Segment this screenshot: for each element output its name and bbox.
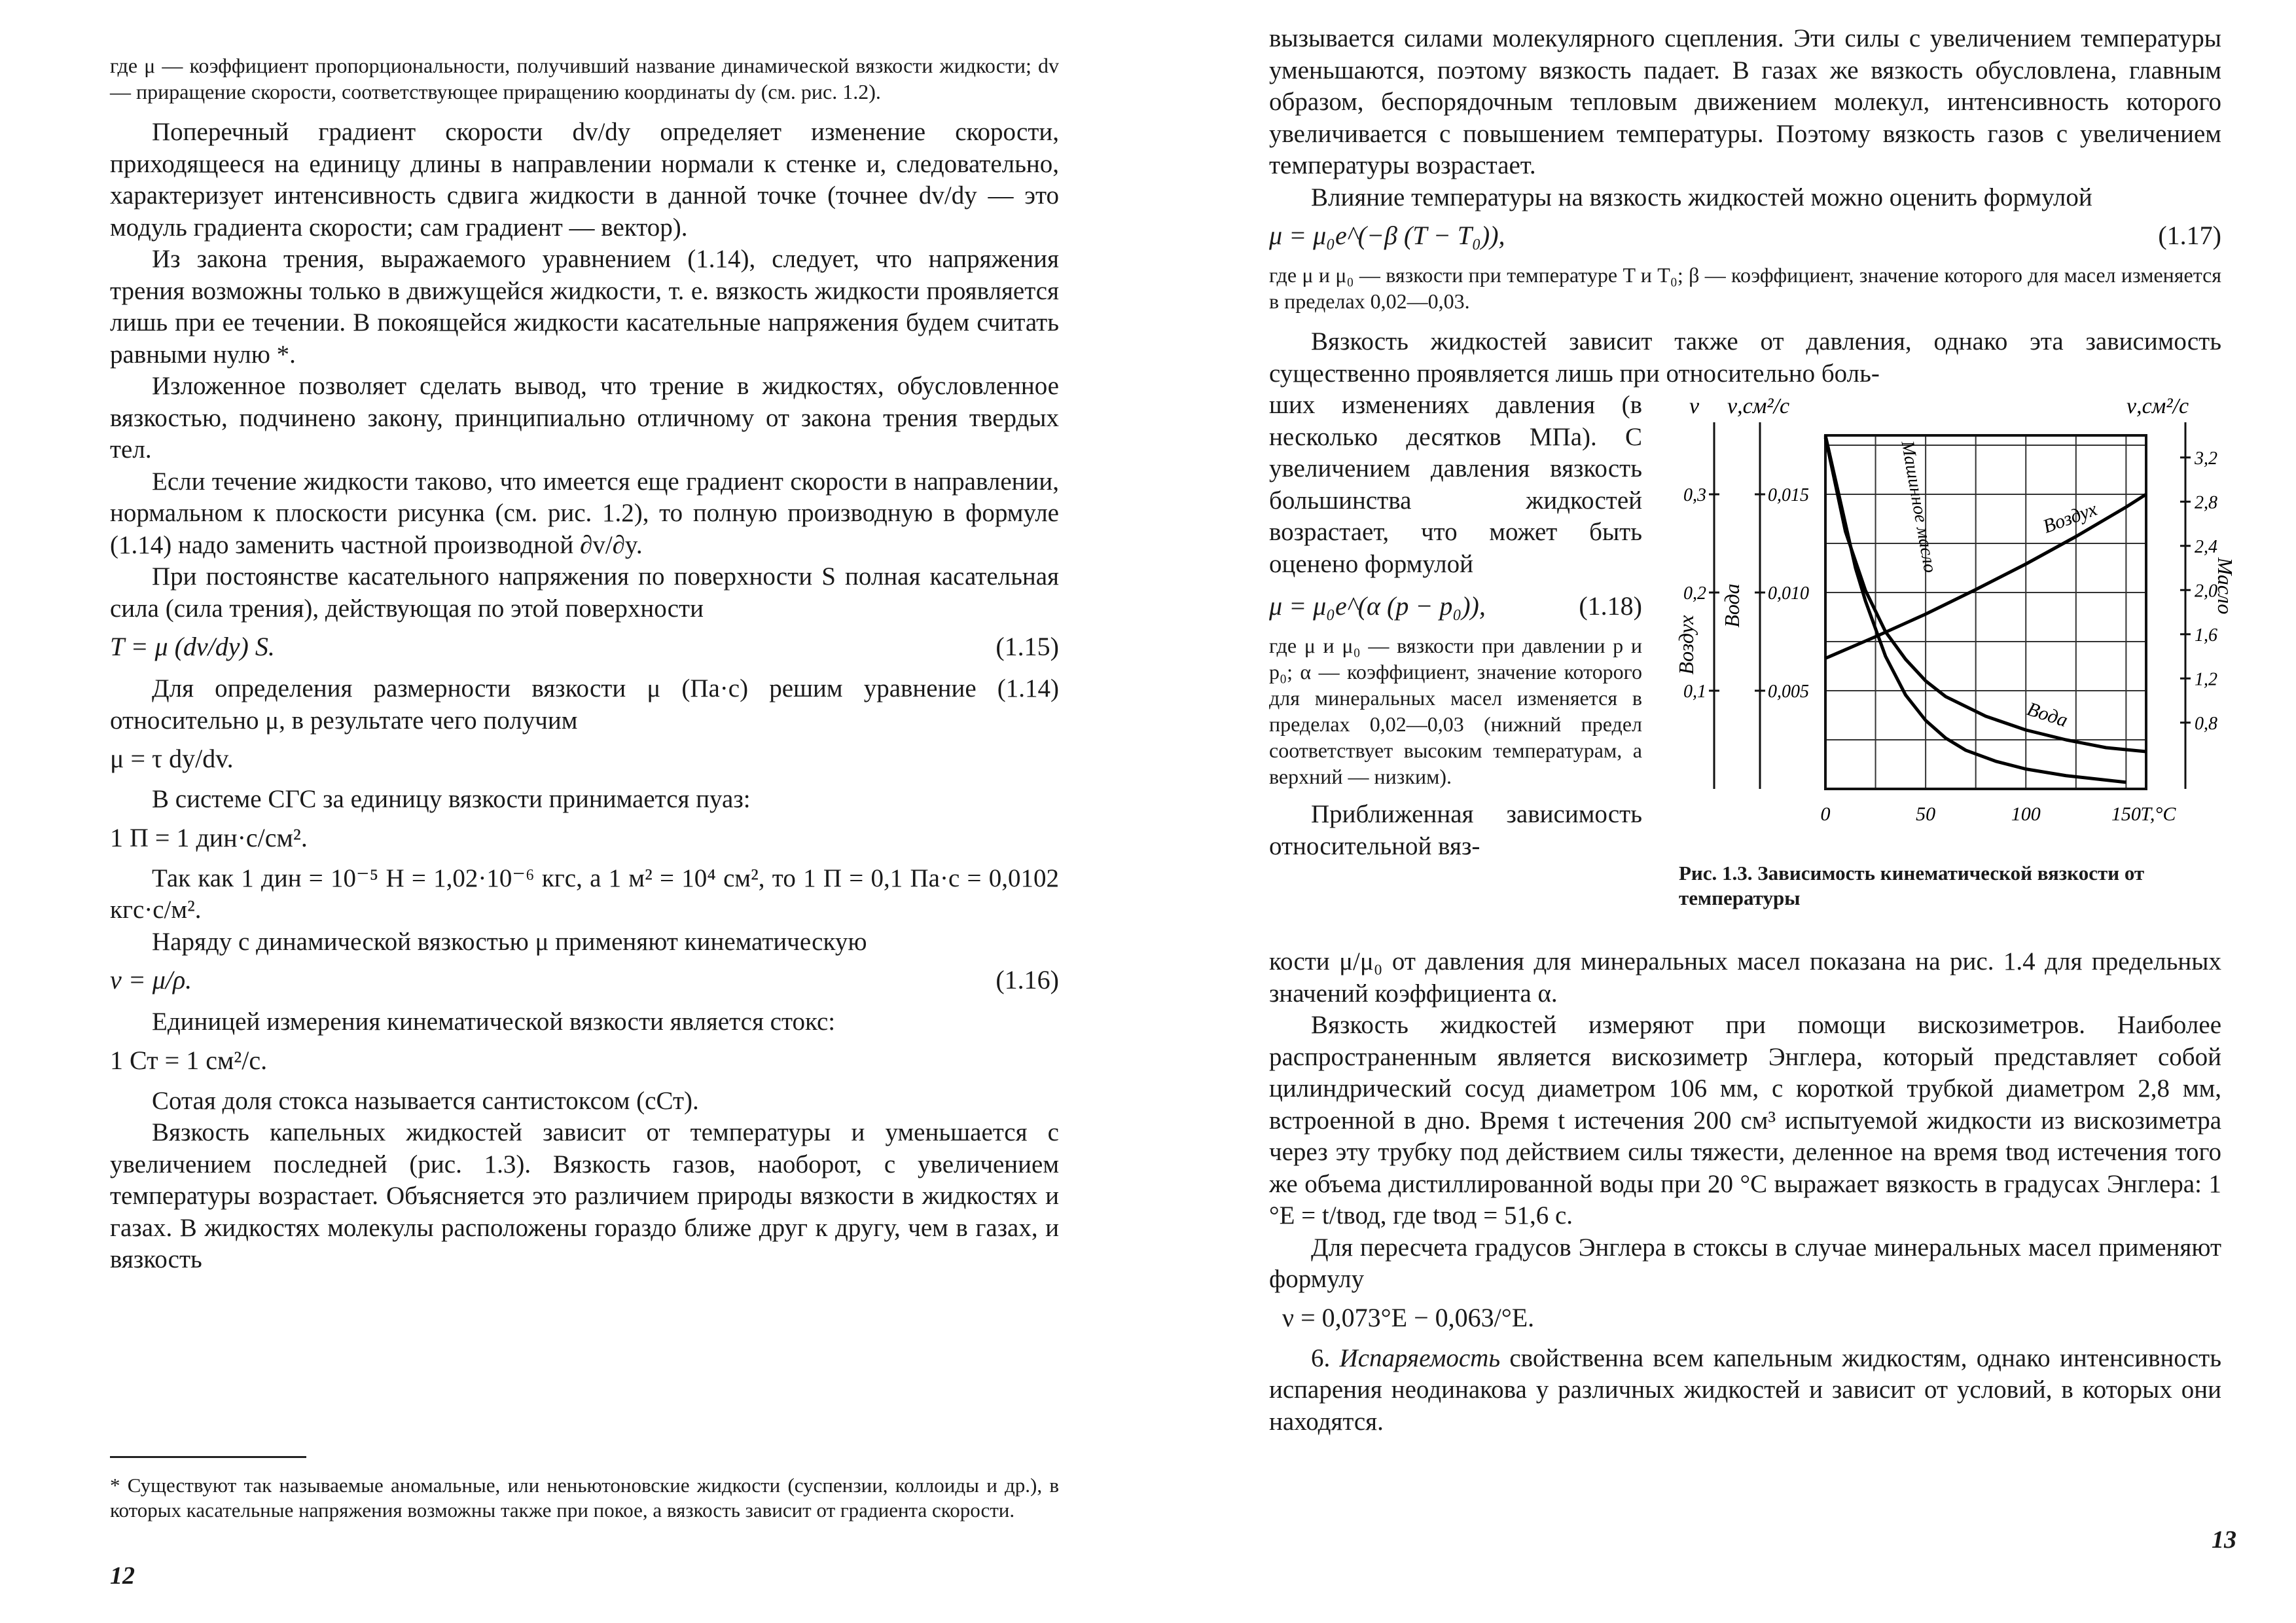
formula-1-18 (1269, 589, 1642, 626)
formula-engler: ν = 0,073°Е − 0,063/°Е. (1282, 1302, 1535, 1332)
paragraph: Вязкость жидкостей зависит также от давления, однако эта зависимость существенно проявляется лишь при относительно боль- (1269, 327, 2221, 388)
paragraph: Изложенное позволяет сделать вывод, что трение в жидкостях, обусловленное вязкостью, подчинено закону, принципиально отличному от закона трения твердых тел. (110, 372, 1059, 464)
air-axis-title: Воздух (1674, 615, 1698, 675)
water-axis-title: Вода (1720, 583, 1744, 628)
formula-1-15 (110, 630, 1059, 666)
air-tick-label: 0,1 (1683, 682, 1706, 702)
footnote: * Существуют так называемые аномальные, или неньютоновские жидкости (суспензии, коллоиды и др.), в которых касательные напряжения возможны также при покое, а вязкость зависит от градиента скорости. (110, 1474, 1059, 1522)
series-label-air: Воздух (2039, 498, 2100, 538)
series-label-oil: Машинное масло (1897, 439, 1941, 575)
water-axis-unit: ν,см²/с (1727, 394, 1790, 418)
x-axis-unit: T,°C (2140, 803, 2176, 825)
x-tick-label: 0 (1820, 803, 1831, 825)
page-number-right: 13 (2212, 1526, 2236, 1554)
oil-tick-label: 2,0 (2195, 581, 2217, 602)
formula-text: ν = μ/ρ. (110, 965, 192, 994)
paragraph: вызывается силами молекулярного сцепления. Эти силы с увеличением температуры уменьшаются, поэтому вязкость падает. В газах же вязкость обусловлена, главным образом, беспорядочным тепловым движением молекул, интенсивность которого увеличивается с повышением температуры. Поэтому вязкость газов с увеличением температуры возрастает. (1269, 24, 2221, 179)
water-tick-label: 0,015 (1768, 485, 1809, 505)
formula-text: T = μ (dv/dy) S. (110, 632, 275, 661)
right-page (1148, 0, 2296, 1623)
equation-number: (1.17) (2158, 221, 2221, 250)
left-text-column (110, 52, 1059, 1276)
x-tick-label: 100 (2011, 803, 2041, 825)
wrapped-text (1269, 390, 1642, 862)
oil-axis-unit: ν,см²/с (2126, 394, 2189, 418)
footnote-rule (110, 1456, 306, 1458)
paragraph: Для определения размерности вязкости μ (Па·с) решим уравнение (1.14) относительно μ, в результате чего получим (110, 674, 1059, 735)
paragraph: Если течение жидкости таково, что имеется еще градиент скорости в направлении, нормальном к плоскости рисунка (см. рис. 1.2), то полную производную в формуле (1.14) надо заменить частной производной ∂v/∂y. (110, 467, 1059, 559)
paragraph: Приближенная зависимость относительной вяз- (1269, 800, 1642, 860)
viscosity-chart (1674, 390, 2237, 848)
formula-1-16 (110, 963, 1059, 1000)
equation-number: (1.18) (1579, 591, 1642, 621)
equation-number: (1.16) (996, 965, 1059, 994)
oil-tick-label: 1,2 (2195, 669, 2217, 690)
paragraph: Так как 1 дин = 10⁻⁵ Н = 1,02·10⁻⁶ кгс, а 1 м² = 10⁴ см², то 1 П = 0,1 Па·с = 0,0102 кгс·с/м². (110, 864, 1059, 924)
figure-wrap-block (1269, 390, 2237, 946)
oil-tick-label: 3,2 (2195, 448, 2217, 469)
oil-tick-label: 2,8 (2195, 492, 2217, 513)
formula-puaz: 1 П = 1 дин·с/см². (110, 822, 308, 852)
formula-1-17 (1269, 219, 2221, 255)
plot-frame (1825, 435, 2146, 789)
formula-text: μ = μ₀e^(α (p − p₀)), (1269, 591, 1486, 621)
figure-1-3 (1674, 390, 2237, 946)
formula-stokes: 1 Ст = 1 см²/с. (110, 1045, 268, 1075)
paragraph: Единицей измерения кинематической вязкости является стокс: (152, 1008, 836, 1036)
x-tick-label: 50 (1916, 803, 1936, 825)
figure-caption: Рис. 1.3. Зависимость кинематической вязкости от температуры (1679, 862, 2145, 909)
oil-tick-label: 1,6 (2195, 625, 2217, 646)
paragraph: ших изменениях давления (в несколько десятков МПа). С увеличением давления вязкость большинства жидкостей возрастает, что может быть оценено формулой (1269, 391, 1642, 578)
formula-text: μ = μ₀e^(−β (T − T₀)), (1269, 221, 1505, 250)
right-text-column (1269, 23, 2237, 1438)
paragraph: При постоянстве касательного напряжения по поверхности S полная касательная сила (сила трения), действующая по этой поверхности (110, 562, 1059, 623)
oil-axis-title: Масло (2214, 557, 2237, 615)
paragraph: Для пересчета градусов Энглера в стоксы в случае минеральных масел применяют формулу (1269, 1233, 2221, 1293)
oil-tick-label: 2,4 (2195, 536, 2217, 557)
air-tick-label: 0,3 (1683, 485, 1706, 505)
series-line-Вода (1825, 437, 2146, 752)
paragraph: Влияние температуры на вязкость жидкостей можно оценить формулой (1311, 183, 2092, 211)
paragraph: кости μ/μ₀ от давления для минеральных масел показана на рис. 1.4 для предельных значений коэффициента α. (1269, 947, 2221, 1008)
equation-number: (1.15) (996, 632, 1059, 661)
water-tick-label: 0,005 (1768, 682, 1809, 702)
x-tick-label: 150 (2111, 803, 2141, 825)
paragraph: Из закона трения, выражаемого уравнением (1.14), следует, что напряжения трения возможны только в движущейся жидкости, т. е. вязкость жидкости проявляется лишь при ее течении. В покоящейся жидкости касательные напряжения будем считать равными нулю *. (110, 245, 1059, 369)
intro-note: где μ — коэффициент пропорциональности, получивший название динамической вязкости жидкости; dv — приращение скорости, соответствующее приращению координаты dy (см. рис. 1.2). (110, 54, 1059, 103)
paragraph: В системе СГС за единицу вязкости принимается пуаз: (152, 785, 751, 813)
paragraph: Наряду с динамической вязкостью μ применяют кинематическую (152, 927, 867, 956)
item-number: 6. (1311, 1343, 1331, 1372)
formula-mu: μ = τ dy/dv. (110, 744, 234, 773)
paragraph-text: свойственна всем капельным жидкостям, однако интенсивность испарения неодинакова у различных жидкостей и зависит от условий, в которых они находятся. (1269, 1343, 2222, 1436)
term-evaporation: Испаряемость (1339, 1343, 1501, 1372)
paragraph (1269, 1343, 2221, 1438)
air-axis-unit: ν (1689, 394, 1700, 418)
series-label-water: Вода (2024, 698, 2071, 732)
page-number-left: 12 (110, 1562, 135, 1590)
formula-note: где μ и μ₀ — вязкости при температуре T и T₀; β — коэффициент, значение которого для масел изменяется в пределах 0,02—0,03. (1269, 263, 2221, 313)
paragraph: Вязкость жидкостей измеряют при помощи вискозиметров. Наиболее распространенным является вискозиметр Энглера, который представляет собой цилиндрический сосуд диаметром 106 мм, с короткой трубкой диаметром 2,8 мм, встроенной в дно. Время t истечения 200 см³ испытуемой жидкости из вискозиметра через эту трубку под действием силы тяжести, деленное на время tвод истечения того же объема дистиллированной воды при 20 °С выражает вязкость в градусах Энглера: 1 °Е = t/tвод, где tвод = 51,6 с. (1269, 1011, 2221, 1230)
water-tick-label: 0,010 (1768, 583, 1809, 604)
air-tick-label: 0,2 (1683, 583, 1706, 604)
paragraph: Сотая доля стокса называется сантистоксом (сСт). (152, 1086, 699, 1115)
oil-tick-label: 0,8 (2195, 713, 2217, 734)
paragraph: Вязкость капельных жидкостей зависит от температуры и уменьшается с увеличением последней (рис. 1.3). Вязкость газов, наоборот, с увеличением температуры возрастает. Объясняется это различием природы вязкости в жидкостях и газах. В жидкостях молекулы расположены гораздо ближе друг к другу, чем в газах, и вязкость (110, 1118, 1059, 1273)
formula-note: где μ и μ₀ — вязкости при давлении p и p₀; α — коэффициент, значение которого для минеральных масел изменяется в пределах 0,02—0,03 (нижний предел соответствует высоким температурам, а верхний — низким). (1269, 634, 1642, 788)
paragraph: Поперечный градиент скорости dv/dy определяет изменение скорости, приходящееся на единицу длины в направлении нормали к стенке и, следовательно, характеризует интенсивность сдвига жидкости в данной точке (точнее dv/dy — это модуль градиента скорости; сам градиент — вектор). (110, 118, 1059, 242)
